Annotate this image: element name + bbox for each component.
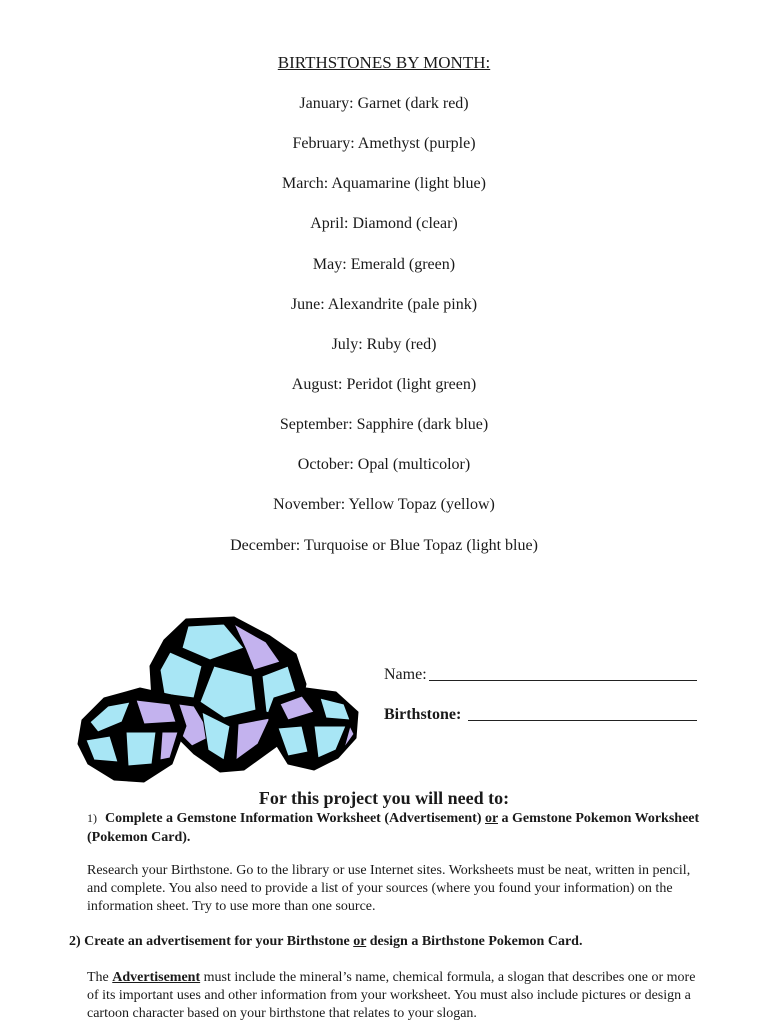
- requirement-1-or: or: [485, 811, 498, 826]
- requirement-2-text-b: design a Birthstone Pokemon Card.: [369, 934, 583, 949]
- requirement-1-number: 1): [87, 811, 97, 825]
- requirement-1-text-a: Complete a Gemstone Information Worksheet (Advertisement): [105, 811, 482, 826]
- requirement-2-or: or: [353, 934, 367, 949]
- month-june: June: Alexandrite (pale pink): [290, 296, 478, 313]
- advertisement-keyword: Advertisement: [112, 970, 201, 985]
- month-december: December: Turquoise or Blue Topaz (light blue): [230, 537, 538, 554]
- requirement-1-text-b: a Gemstone Pokemon Worksheet (Pokemon Card).: [87, 811, 700, 845]
- month-august: August: Peridot (light green): [291, 376, 477, 393]
- month-march: March: Aquamarine (light blue): [282, 175, 486, 192]
- birthstone-label: Birthstone:: [384, 706, 462, 723]
- requirement-2: [69, 934, 709, 950]
- advertisement-rest: must include the mineral’s name, chemical formula, a slogan that describes one or more of its important uses and other information from your worksheet. You must also include pictures or design a cartoon character based on your birthstone that relates to your slogan.: [87, 970, 696, 1021]
- month-february: February: Amethyst (purple): [292, 135, 476, 152]
- gemstones-clipart-icon: [74, 614, 364, 786]
- requirement-2-text-a: 2) Create an advertisement for your Birthstone: [69, 934, 350, 949]
- advertisement-paragraph: [87, 969, 707, 1023]
- month-october: October: Opal (multicolor): [297, 456, 471, 473]
- advertisement-lead: The: [87, 970, 109, 985]
- page-title: BIRTHSTONES BY MONTH:: [277, 53, 491, 72]
- month-november: November: Yellow Topaz (yellow): [273, 496, 495, 513]
- name-label: Name:: [384, 666, 427, 683]
- month-september: September: Sapphire (dark blue): [279, 416, 489, 433]
- month-july: July: Ruby (red): [331, 336, 437, 353]
- month-april: April: Diamond (clear): [310, 215, 458, 232]
- name-field[interactable]: [384, 666, 427, 684]
- month-january: January: Garnet (dark red): [299, 95, 469, 112]
- project-heading: For this project you will need to:: [258, 788, 510, 808]
- requirement-1: [87, 809, 707, 847]
- name-blank-line[interactable]: [429, 680, 697, 681]
- birthstone-field[interactable]: [384, 706, 461, 724]
- birthstone-blank-line[interactable]: [468, 720, 697, 721]
- month-may: May: Emerald (green): [312, 256, 456, 273]
- research-paragraph: Research your Birthstone. Go to the library or use Internet sites. Worksheets must be neat, written in pencil, and complete. You also need to provide a list of your sources (where you found your information) on the information sheet. Try to use more than one source.: [87, 863, 691, 914]
